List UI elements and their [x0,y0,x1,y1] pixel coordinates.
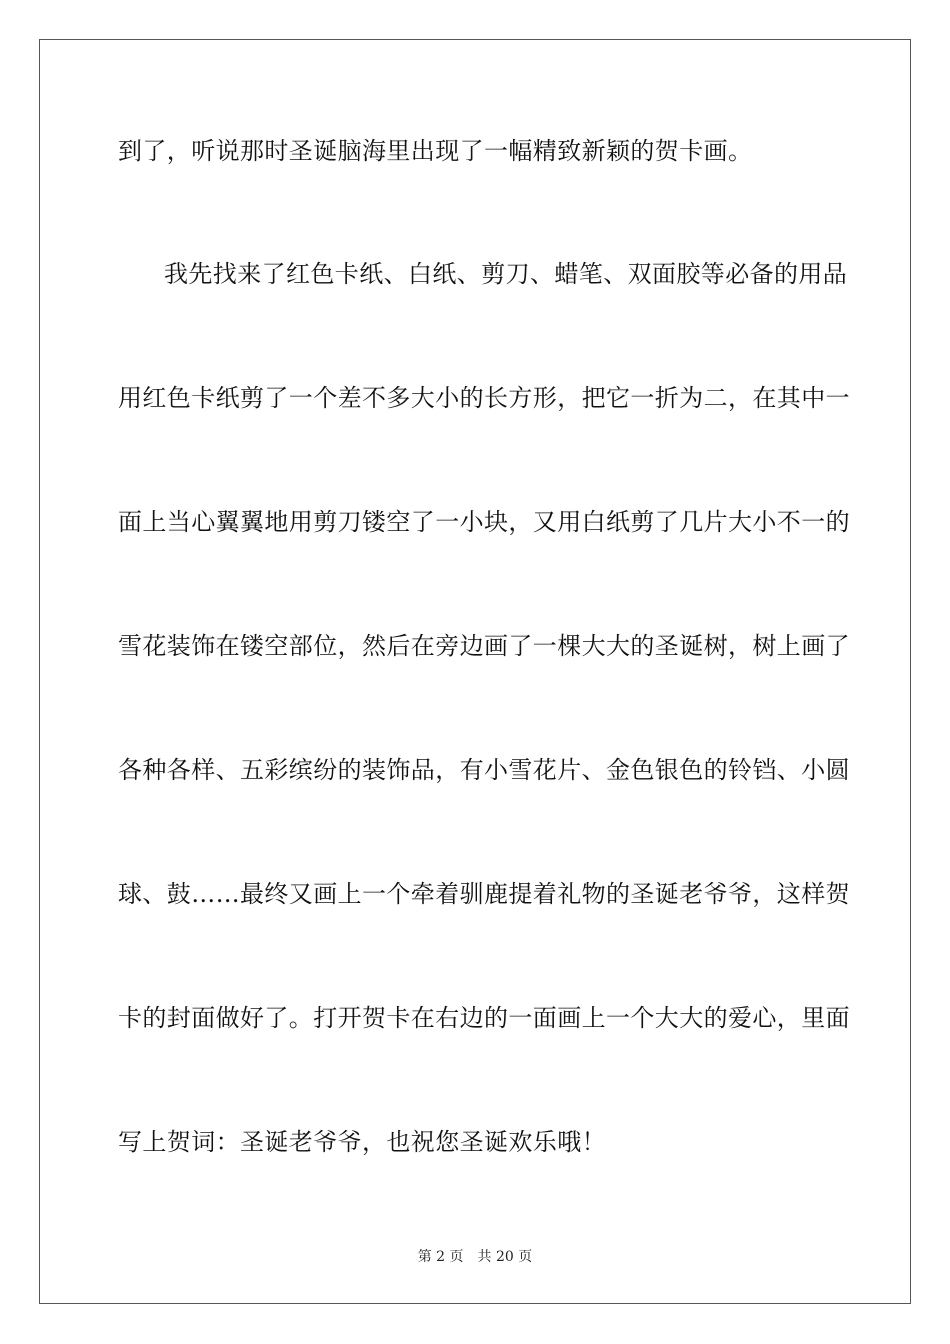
paragraph-line-6: 各种各样、五彩缤纷的装饰品，有小雪花片、金色银色的铃铛、小圆 [118,756,850,784]
paragraph-line-2: 我先找来了红色卡纸、白纸、剪刀、蜡笔、双面胶等必备的用品 [164,260,848,288]
page-border [39,39,911,1304]
paragraph-line-7: 球、鼓……最终又画上一个牵着驯鹿提着礼物的圣诞老爷爷，这样贺 [118,880,850,908]
paragraph-line-3: 用红色卡纸剪了一个差不多大小的长方形，把它一折为二，在其中一 [118,384,850,412]
page-number-footer: 第 2 页 共 20 页 [417,1249,533,1265]
paragraph-line-4: 面上当心翼翼地用剪刀镂空了一小块，又用白纸剪了几片大小不一的 [118,508,850,536]
paragraph-line-5: 雪花装饰在镂空部位，然后在旁边画了一棵大大的圣诞树，树上画了 [118,632,850,660]
paragraph-line-1: 到了，听说那时圣诞脑海里出现了一幅精致新颖的贺卡画。 [118,137,753,165]
paragraph-line-8: 卡的封面做好了。打开贺卡在右边的一面画上一个大大的爱心，里面 [118,1004,850,1032]
paragraph-line-9: 写上贺词：圣诞老爷爷，也祝您圣诞欢乐哦！ [118,1128,606,1156]
